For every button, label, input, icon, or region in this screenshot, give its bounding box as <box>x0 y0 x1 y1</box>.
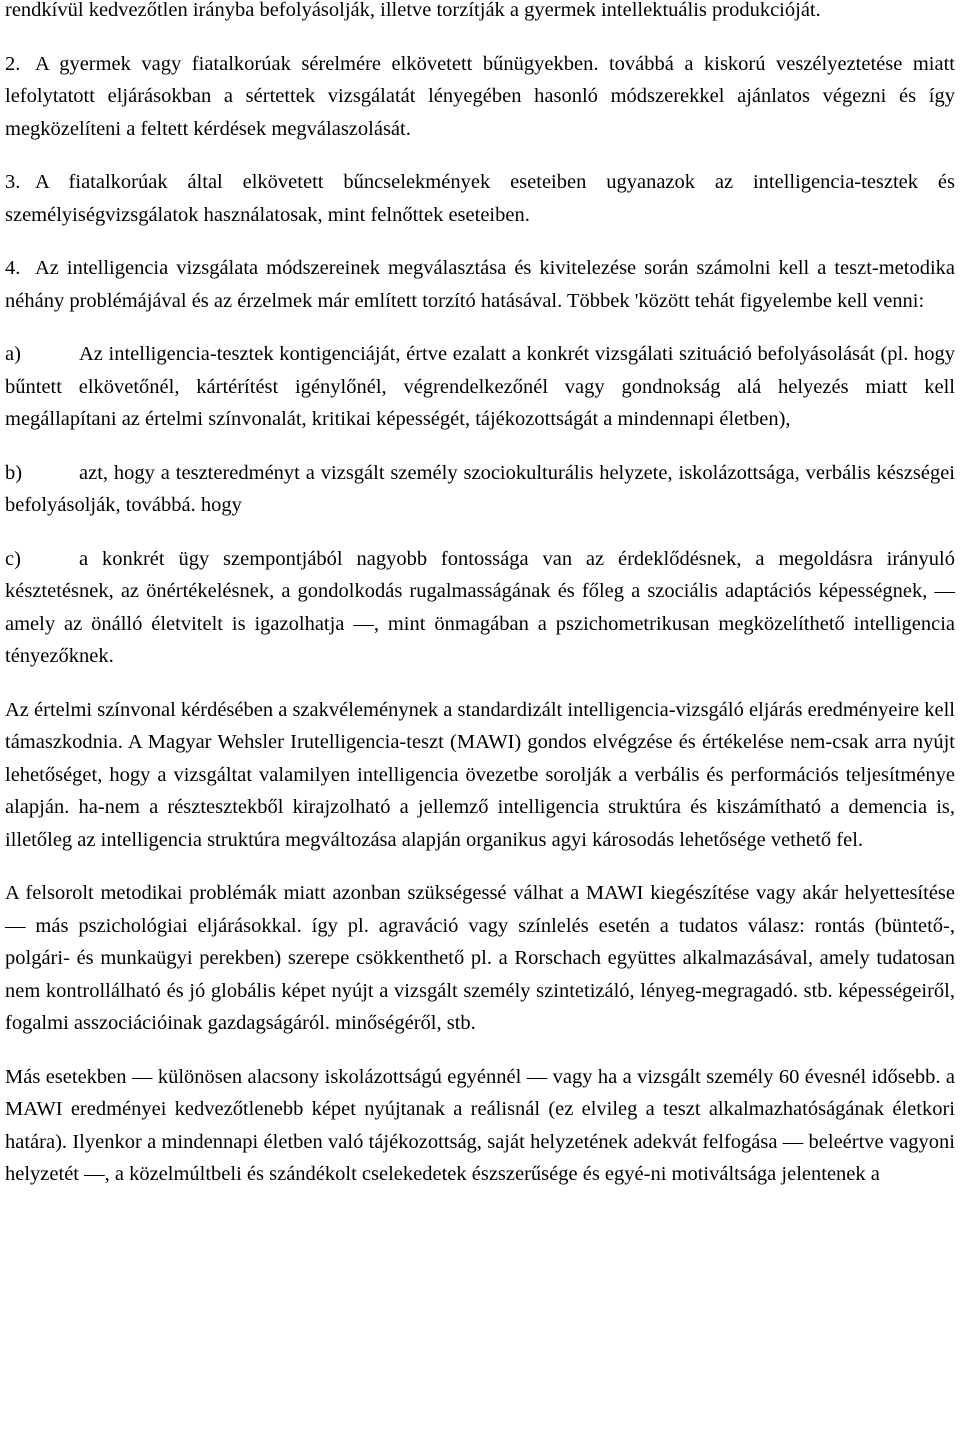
body-paragraph <box>5 1061 955 1191</box>
paragraph-text: A felsorolt metodikai problémák miatt azonban szükségessé válhat a MAWI kiegészítése vagy akár helyettesítése — más pszichológiai eljárásokkal. így pl. agraváció vagy színlelés esetén a tudatos válasz: rontás (büntető-, polgári- és munkaügyi perekben) szerepe csökkenthető pl. a Rorschach együttes alkalmazásával, amely tudatosan nem kontrollálható és jó globális képet nyújt a vizsgált személy szintetizáló, lényeg-megragadó. stb. képességeiről, fogalmi asszociációinak gazdagságáról. minőségéről, stb. <box>5 882 955 1034</box>
item-number: 2. <box>5 52 21 75</box>
paragraph-text: Más esetekben — különösen alacsony iskolázottságú egyénnél — vagy ha a vizsgált személy 60 évesnél idősebb. a MAWI eredményei kedvezőtlenebb képet nyújtanak a reálisnál (ez elvileg a teszt alkalmazhatóságának életkori határa). Ilyenkor a mindennapi életben való tájékozottság, saját helyzetének adekvát felfogása — beleértve vagyoni helyzetét —, a közelmúltbeli és szándékolt cselekedetek észszerűsége és egyé-ni motiváltsága jelentenek a <box>5 1065 955 1185</box>
paragraph-text: Az intelligencia-tesztek kontigenciáját, értve ezalatt a konkrét vizsgálati szituáció befolyásolását (pl. hogy bűntett elkövetőnél, kártérítést igénylőnél, végrendelkezőnél vagy gondnokság alá helyezés miatt kell megállapítani az értelmi színvonalát, kritikai képességét, tájékozottságát a mindennapi életben), <box>5 343 955 430</box>
paragraph-continuation <box>5 0 955 27</box>
numbered-item-4 <box>5 252 955 317</box>
lettered-item-b <box>5 457 955 522</box>
paragraph-text: azt, hogy a teszteredményt a vizsgált személy szociokulturális helyzete, iskolázottsága, verbális készségei befolyásolják, továbbá. hogy <box>5 461 955 516</box>
numbered-item-2 <box>5 48 955 146</box>
body-paragraph <box>5 694 955 857</box>
document-page <box>5 0 955 1212</box>
paragraph-text: Az értelmi színvonal kérdésében a szakvéleménynek a standardizált intelligencia-vizsgáló eljárás eredményeire kell támaszkodnia. A Magyar Wehsler Irutelligencia-teszt (MAWI) gondos elvégzése és értékelése nem-csak arra nyújt lehetőséget, hogy a vizsgáltat valamilyen intelligencia övezetbe sorolják a verbális és performációs teljesítménye alapján. ha-nem a résztesztekből kirajzolható a jellemző intelligencia struktúra és kiszámítható a demencia is, illetőleg az intelligencia struktúra megváltozása alapján organikus agyi károsodás lehetősége vethető fel. <box>5 698 955 851</box>
body-paragraph <box>5 877 955 1040</box>
item-letter: a) <box>5 343 21 365</box>
numbered-item-3 <box>5 166 955 231</box>
lettered-item-a <box>5 338 955 436</box>
paragraph-text: a konkrét ügy szempontjából nagyobb fontossága van az érdeklődésnek, a megoldásra irányuló késztetésnek, az önértékelésnek, a gondolkodás rugalmasságának és főleg a szociális adaptációs képességnek, — amely az önálló életvitelt is igazolhatja —, mint önmagában a pszichometrikusan megközelíthető intelligencia tényezőknek. <box>5 547 955 667</box>
paragraph-text: A fiatalkorúak által elkövetett bűncselekmények eseteiben ugyanazok az intelligencia-tesztek és személyiségvizsgálatok használatosak, mint felnőttek eseteiben. <box>5 171 955 226</box>
item-letter: b) <box>5 461 23 484</box>
lettered-item-c <box>5 543 955 673</box>
paragraph-text: rendkívül kedvezőtlen irányba befolyásolják, illetve torzítják a gyermek intellektuális produkcióját. <box>5 0 821 21</box>
item-letter: c) <box>5 547 21 570</box>
item-number: 4. <box>5 257 21 279</box>
item-number: 3. <box>5 171 21 193</box>
paragraph-text: A gyermek vagy fiatalkorúak sérelmére elkövetett bűnügyekben. továbbá a kiskorú veszélyeztetése miatt lefolytatott eljárásokban a sértettek vizsgálatát lényegében hasonló módszerekkel ajánlatos végezni és így megközelíteni a feltett kérdések megválaszolását. <box>5 52 955 140</box>
paragraph-text: Az intelligencia vizsgálata módszereinek megválasztása és kivitelezése során számolni kell a teszt-metodika néhány problémájával és az érzelmek már említett torzító hatásával. Többek 'között tehát figyelembe kell venni: <box>5 257 955 312</box>
